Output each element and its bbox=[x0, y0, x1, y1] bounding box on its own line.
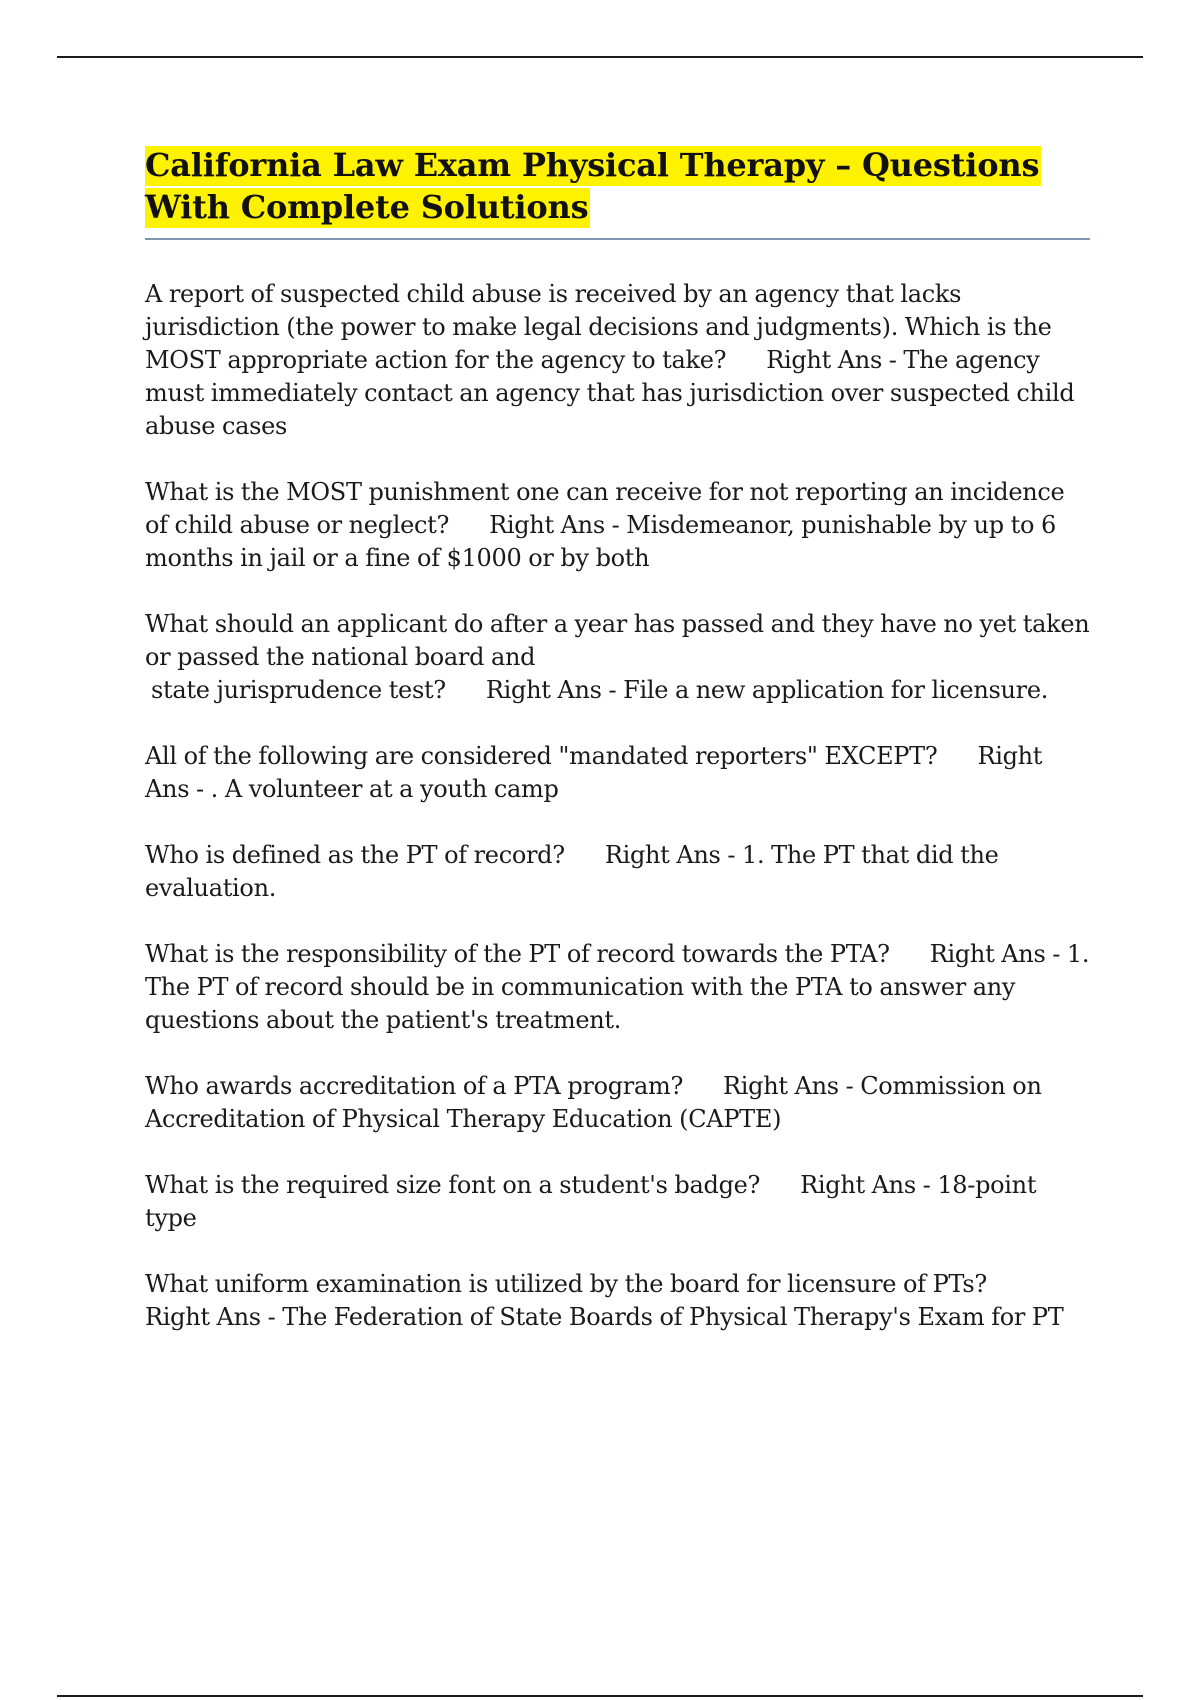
answer-text: Right Ans - . A volunteer at a youth camp bbox=[145, 742, 1043, 803]
answer-text: Right Ans - 1. The PT that did the evaluation. bbox=[145, 841, 999, 902]
answer-text: Right Ans - The Federation of State Boards of Physical Therapy's Exam for PT bbox=[145, 1303, 1064, 1331]
qa-item bbox=[145, 839, 1090, 905]
qa-item bbox=[145, 1070, 1090, 1136]
document-body bbox=[145, 144, 1090, 1367]
qa-item bbox=[145, 608, 1090, 707]
question-text: What uniform examination is utilized by the board for licensure of PTs? bbox=[145, 1270, 987, 1298]
qa-item bbox=[145, 740, 1090, 806]
question-text: All of the following are considered "mandated reporters" EXCEPT? bbox=[145, 742, 938, 770]
answer-text: Right Ans - 18-point type bbox=[145, 1171, 1037, 1232]
page-bottom-rule bbox=[57, 1695, 1143, 1697]
question-text: What should an applicant do after a year has passed and they have no yet taken or passed the national board and bbox=[145, 610, 1090, 671]
document-title bbox=[145, 144, 1090, 240]
answer-text: Right Ans - The agency must immediately contact an agency that has jurisdiction over suspected child abuse cases bbox=[145, 346, 1075, 440]
question-text: What is the responsibility of the PT of record towards the PTA? bbox=[145, 940, 890, 968]
question-text: What is the required size font on a student's badge? bbox=[145, 1171, 761, 1199]
question-text: What is the MOST punishment one can receive for not reporting an incidence of child abuse or neglect? bbox=[145, 478, 1065, 539]
question-text-continued: state jurisprudence test? bbox=[151, 676, 446, 704]
answer-text: Right Ans - File a new application for licensure. bbox=[485, 676, 1049, 704]
answer-text: Right Ans - 1. The PT of record should be in communication with the PTA to answer any questions about the patient's treatment. bbox=[145, 940, 1090, 1034]
question-text: A report of suspected child abuse is received by an agency that lacks jurisdiction (the power to make legal decisions and judgments). Which is the MOST appropriate action for the agency to take? bbox=[145, 280, 1052, 374]
answer-text: Right Ans - Misdemeanor, punishable by up to 6 months in jail or a fine of $1000 or by both bbox=[145, 511, 1056, 572]
qa-item bbox=[145, 278, 1090, 443]
document-title-text: California Law Exam Physical Therapy – Questions With Complete Solutions bbox=[145, 146, 1040, 226]
qa-list bbox=[145, 278, 1090, 1334]
answer-text: Right Ans - Commission on Accreditation of Physical Therapy Education (CAPTE) bbox=[145, 1072, 1042, 1133]
qa-item bbox=[145, 1169, 1090, 1235]
qa-item bbox=[145, 938, 1090, 1037]
question-text: Who awards accreditation of a PTA program? bbox=[145, 1072, 684, 1100]
page-top-rule bbox=[57, 56, 1143, 58]
qa-item bbox=[145, 1268, 1090, 1334]
qa-item bbox=[145, 476, 1090, 575]
question-text: Who is defined as the PT of record? bbox=[145, 841, 565, 869]
